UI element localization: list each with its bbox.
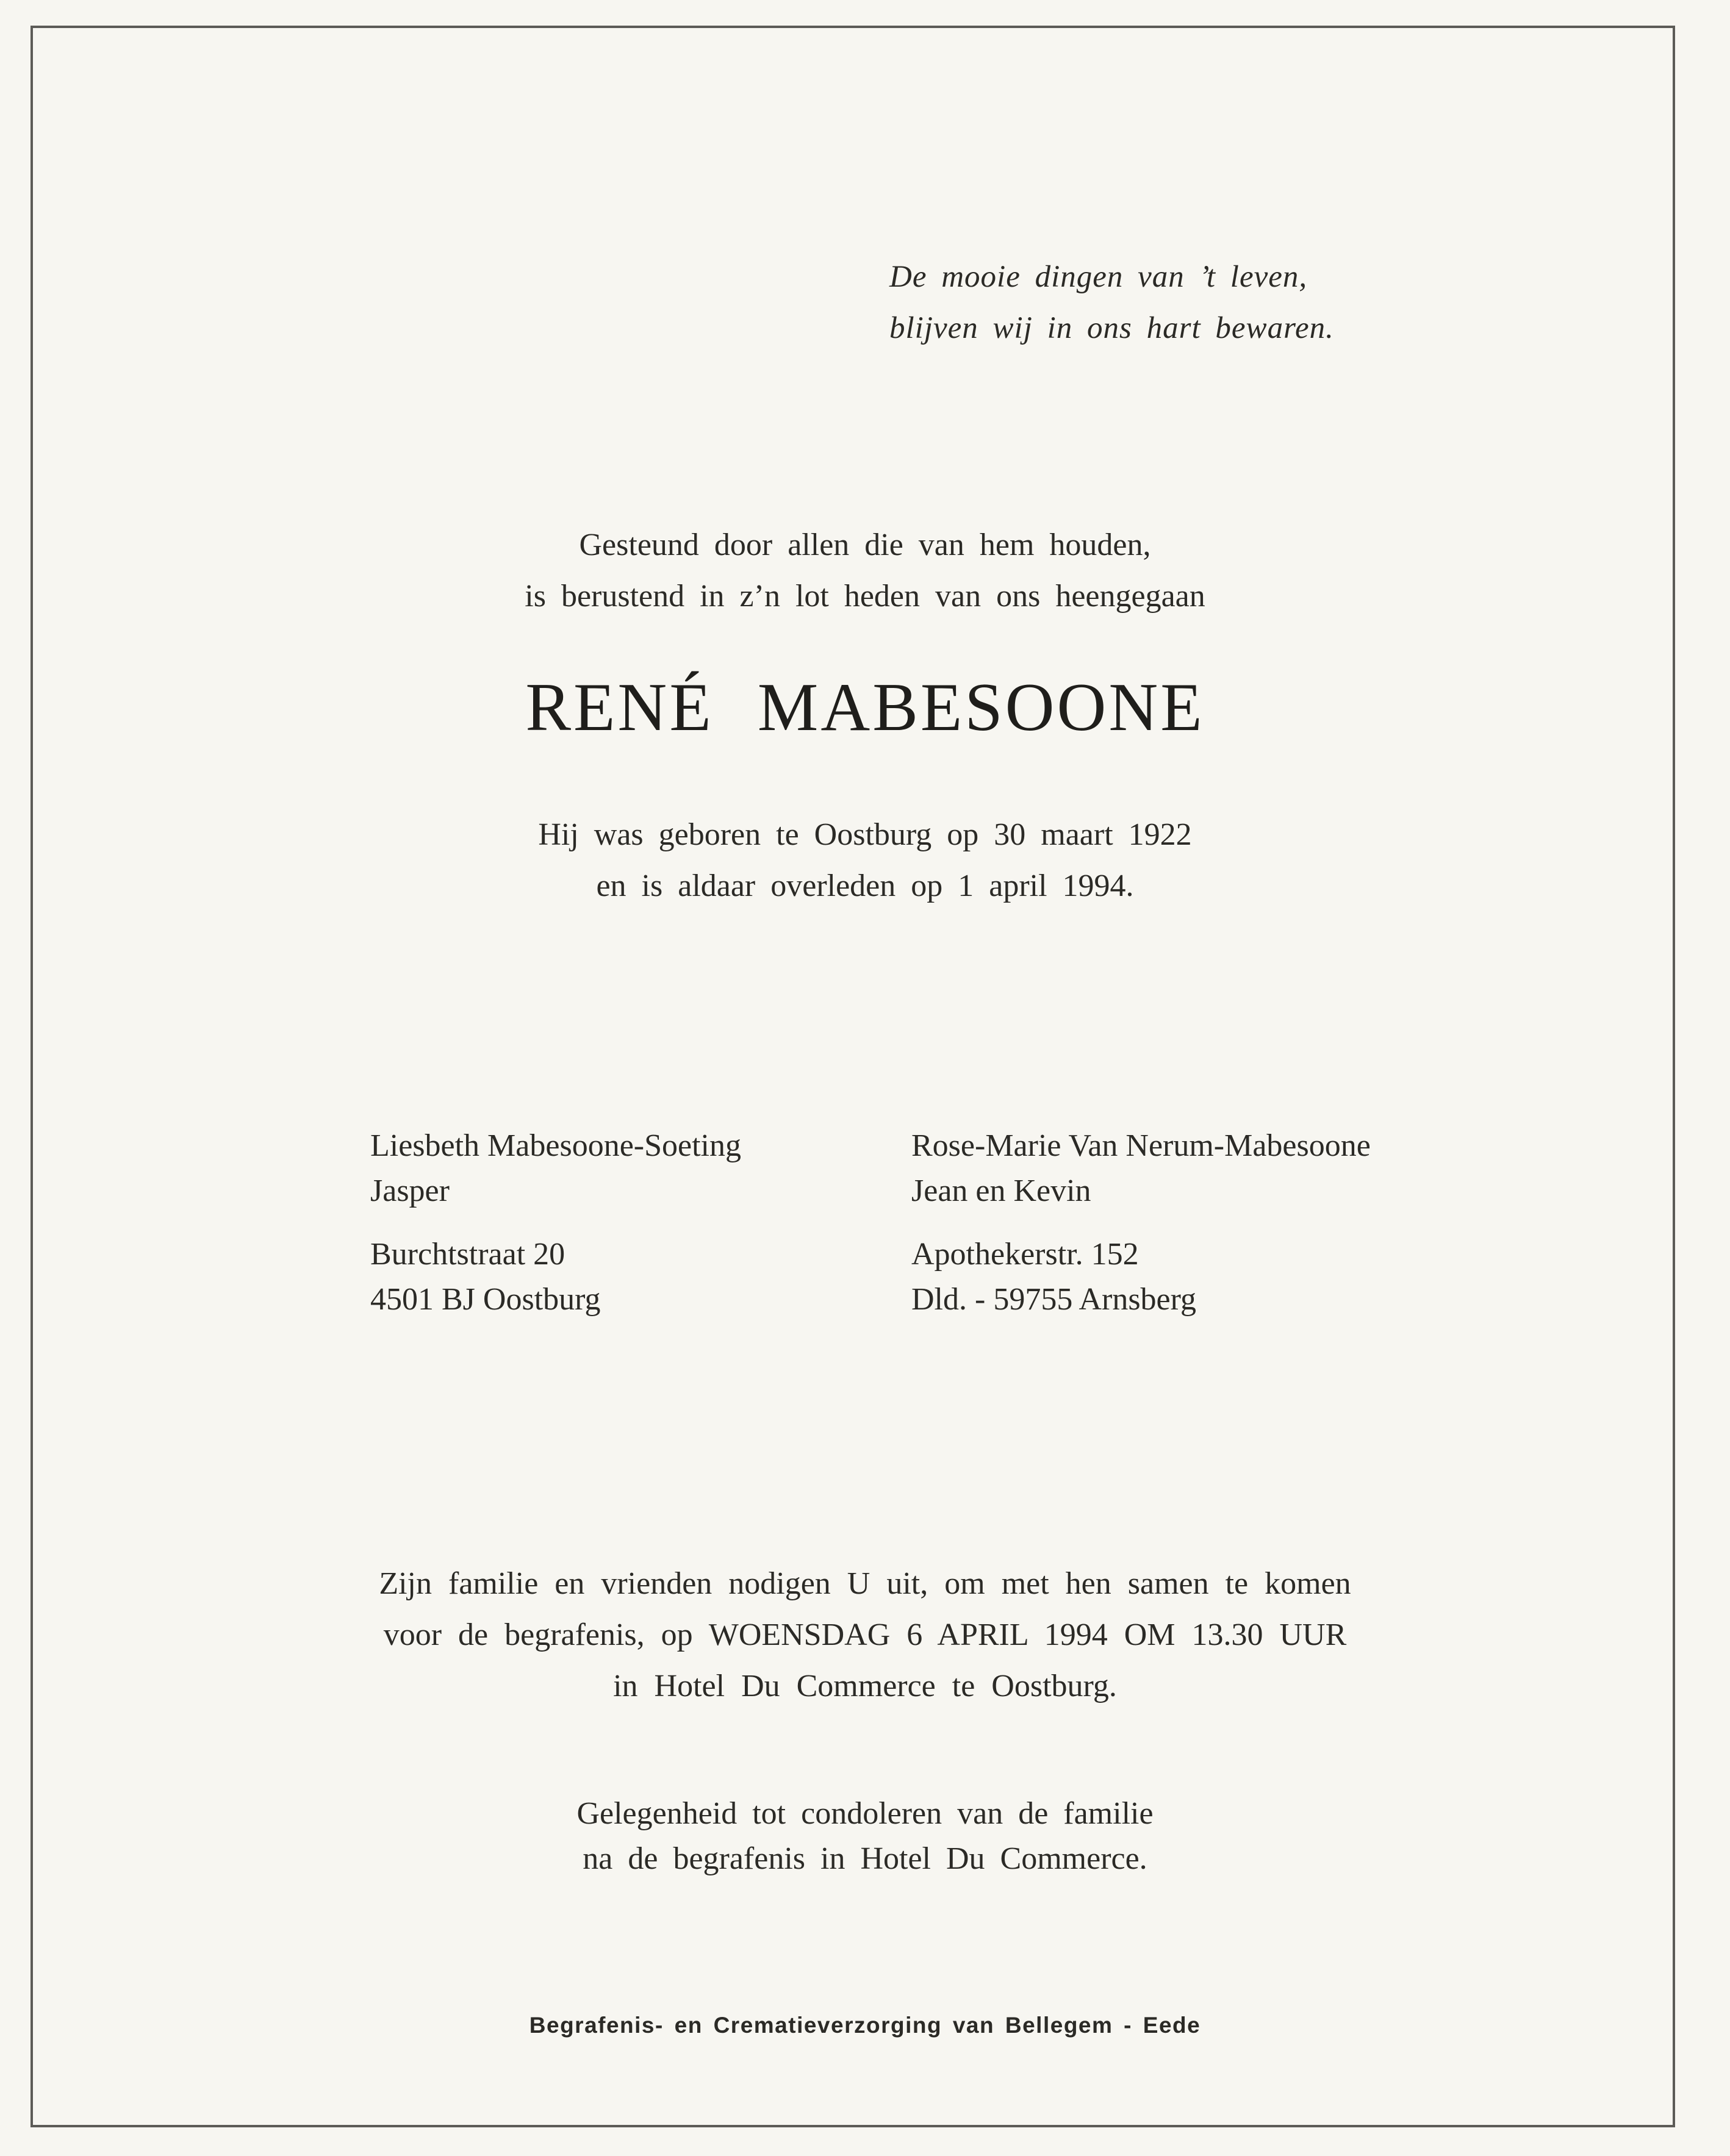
family-left-address <box>370 1232 601 1322</box>
motto-line-2: blijven wij in ons hart bewaren. <box>889 311 1334 345</box>
family-right-address <box>911 1232 1196 1322</box>
intro-line-2: is berustend in z’n lot heden van ons heengegaan <box>525 579 1205 614</box>
invitation-line-2: voor de begrafenis, op WOENSDAG 6 APRIL 1994 OM 13.30 UUR <box>383 1617 1347 1652</box>
dates-line-2: en is aldaar overleden op 1 april 1994. <box>596 868 1134 903</box>
family-left-city: 4501 BJ Oostburg <box>370 1282 601 1317</box>
family-left-street: Burchtstraat 20 <box>370 1237 565 1272</box>
condolence-line-2: na de begrafenis in Hotel Du Commerce. <box>583 1841 1147 1876</box>
family-left-name-1: Liesbeth Mabesoone-Soeting <box>370 1128 741 1163</box>
family-left-names <box>370 1123 741 1214</box>
condolence-notice <box>0 1791 1730 1882</box>
family-left-name-2: Jasper <box>370 1173 450 1208</box>
invitation-line-3: in Hotel Du Commerce te Oostburg. <box>613 1669 1117 1703</box>
birth-death-dates <box>0 809 1730 912</box>
motto-quote <box>889 251 1334 354</box>
family-right-street: Apothekerstr. 152 <box>911 1237 1139 1272</box>
condolence-line-1: Gelegenheid tot condoleren van de familie <box>576 1796 1154 1831</box>
motto-line-1: De mooie dingen van ’t leven, <box>889 260 1308 294</box>
family-right-city: Dld. - 59755 Arnsberg <box>911 1282 1197 1317</box>
funeral-director-footer: Begrafenis- en Crematieverzorging van Bellegem - Eede <box>529 2013 1201 2038</box>
dates-line-1: Hij was geboren te Oostburg op 30 maart 1922 <box>538 817 1192 852</box>
deceased-name: RENÉ MABESOONE <box>525 670 1205 745</box>
intro-text <box>0 520 1730 622</box>
invitation-line-1: Zijn familie en vrienden nodigen U uit, om met hen samen te komen <box>379 1566 1351 1601</box>
family-right-name-1: Rose-Marie Van Nerum-Mabesoone <box>911 1128 1371 1163</box>
intro-line-1: Gesteund door allen die van hem houden, <box>579 528 1151 562</box>
family-right-name-2: Jean en Kevin <box>911 1173 1091 1208</box>
family-right-names <box>911 1123 1371 1214</box>
funeral-invitation <box>0 1558 1730 1712</box>
